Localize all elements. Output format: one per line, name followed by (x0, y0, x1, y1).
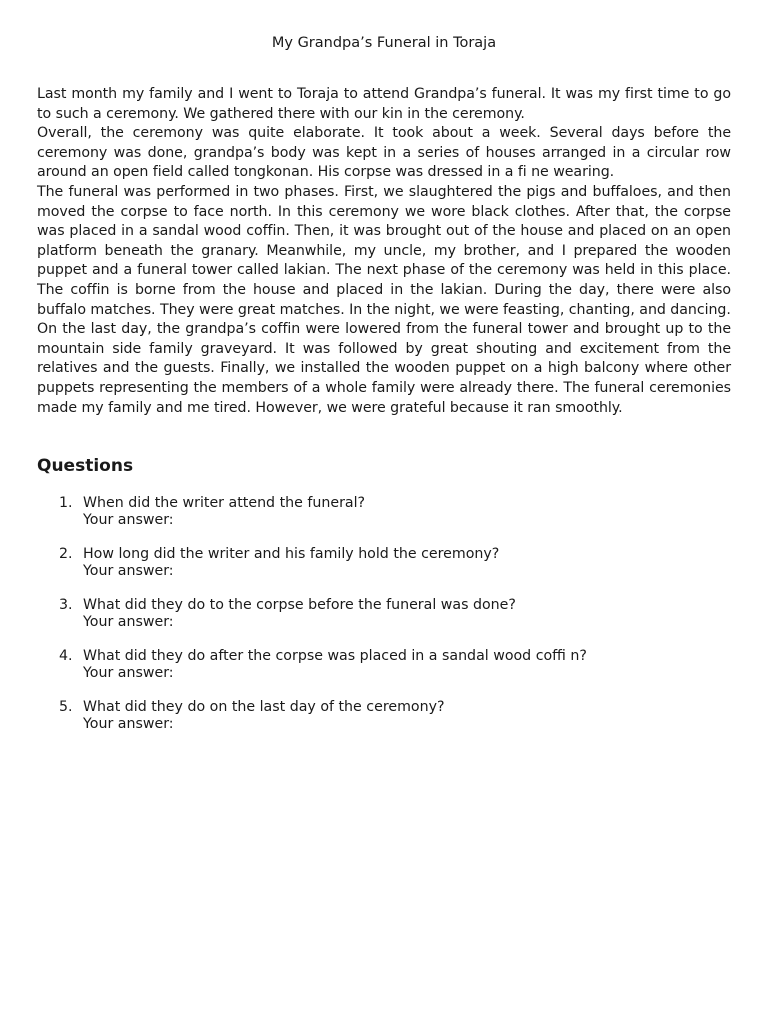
question-item-2 (37, 546, 731, 580)
document-page (37, 33, 731, 750)
document-title: My Grandpa’s Funeral in Toraja (271, 35, 497, 51)
question-text: What did they do to the corpse before the funeral was done? (83, 597, 516, 614)
question-number: 5. (59, 699, 73, 716)
answer-label: Your answer: (83, 716, 174, 733)
question-number: 4. (59, 648, 73, 665)
paragraph-4: On the last day, the grandpa’s coffin were lowered from the funeral tower and brought up to the mountain side family graveyard. It was followed by great shouting and excitement from the relatives and the guests. Finally, we installed the wooden puppet on a high balcony where other puppets representing the members of a whole family were already there. The funeral ceremonies made my family and me tired. However, we were grateful because it ran smoothly. (37, 321, 731, 416)
answer-label: Your answer: (83, 512, 174, 529)
spacer (37, 418, 731, 455)
questions-list (37, 495, 731, 733)
question-number: 2. (59, 546, 73, 563)
question-item-1 (37, 495, 731, 529)
story-body (37, 85, 731, 418)
question-item-4 (37, 648, 731, 682)
question-number: 3. (59, 597, 73, 614)
question-text: How long did the writer and his family hold the ceremony? (83, 546, 500, 563)
answer-label: Your answer: (83, 563, 174, 580)
paragraph-2: Overall, the ceremony was quite elaborate. It took about a week. Several days before the ceremony was done, grandpa’s body was kept in a series of houses arranged in a circular row around an open field called tongkonan. His corpse was dressed in a fi ne wearing. (37, 125, 731, 181)
question-text: What did they do after the corpse was placed in a sandal wood coffi n? (83, 648, 587, 665)
question-text: What did they do on the last day of the ceremony? (83, 699, 445, 716)
question-item-3 (37, 597, 731, 631)
paragraph-1: Last month my family and I went to Toraja to attend Grandpa’s funeral. It was my first time to go to such a ceremony. We gathered there with our kin in the ceremony. (37, 86, 731, 122)
answer-label: Your answer: (83, 614, 174, 631)
question-text: When did the writer attend the funeral? (83, 495, 366, 512)
answer-label: Your answer: (83, 665, 174, 682)
question-number: 1. (59, 495, 73, 512)
question-item-5 (37, 699, 731, 733)
paragraph-3: The funeral was performed in two phases. First, we slaughtered the pigs and buffaloes, and then moved the corpse to face north. In this ceremony we wore black clothes. After that, the corpse was placed in a sandal wood coffin. Then, it was brought out of the house and placed on an open platform beneath the granary. Meanwhile, my uncle, my brother, and I prepared the wooden puppet and a funeral tower called lakian. The next phase of the ceremony was held in this place. The coffin is borne from the house and placed in the lakian. During the day, there were also buffalo matches. They were great matches. In the night, we were feasting, chanting, and dancing. (37, 183, 731, 318)
questions-heading: Questions (37, 456, 134, 477)
